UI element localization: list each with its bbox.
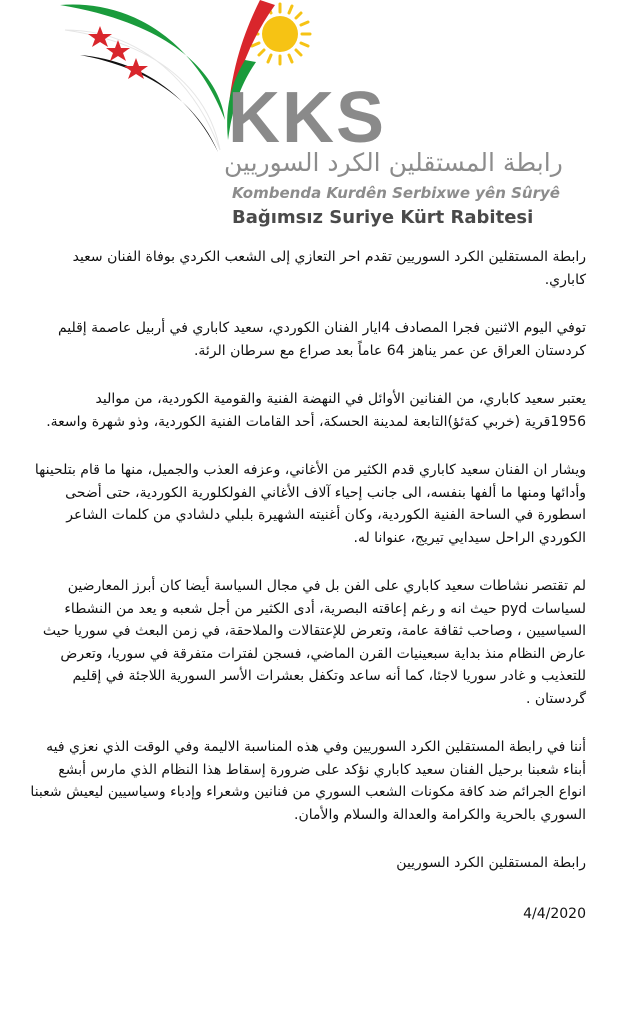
paragraph-statement: أننا في رابطة المستقلين الكرد السوريين وفي هذه المناسبة الاليمة وفي الوقت الذي نعزي فيه أبناء شعبنا برحيل الفنان سعيد كاباري نؤكد على ضرورة إسقاط هذا النظام الذي مارس أبشع انواع الجرائم ضد كافة مكونات الشعب السوري من فنانين وشعراء وإدباء وسياسيين ليعيش شعبنا السوري بالحرية والكرامة والعدالة والسلام والأمان. (30, 739, 586, 823)
paragraph-death-notice: توفي اليوم الاثنين فجرا المصادف 4ايار الفنان الكوردي، سعيد كاباري في أربيل عاصمة إقليم كردستان العراق عن عمر يناهز 64 عاماً بعد صراع مع سرطان الرئة. (57, 320, 586, 359)
letter-date: 4/4/2020 (523, 905, 586, 922)
logo-abbreviation: KKS (228, 78, 387, 158)
paragraph-political-activity: لم تقتصر نشاطات سعيد كاباري على الفن بل في مجال السياسة أيضا كان أبرز المعارضين لسياسات pyd حيث انه و رغم إعاقته البصرية، أدى الكثير من أجل شعبه و يعد من النشطاء السياسيين ، وصاحب ثقافة عامة، وتعرض للإعتقالات والملاحقة، في زمن البعث في سوريا حيث عارض النظام منذ بداية سبعينيات القرن الماضي، فسجن لفترات متفرقة في سوريا، وتعرض للتعذيب و غادر سوريا لاجئا، كما أنه ساعد وتكفل بعشرات الأسر السورية اللاجئة في إقليم گردستان . (42, 578, 586, 707)
letter-body (30, 246, 586, 951)
paragraph-art-career: ويشار ان الفنان سعيد كاباري قدم الكثير من الأغاني، وعزفه العذب والجميل، منها ما قام بتلحينها وأدائها ومنها ما ألفها بنفسه، الى جانب إحياء آلاف الأغاني الفولكلورية الكوردية، حتى أضحى اسطورة في الساحة الفنية الكوردية، وكان أغنيته الشهيرة بلبلي دلشادي من كلمات الشاعر الكوردي الراحل سيدايي تيريج، عنوانا له. (34, 462, 586, 546)
organization-name-arabic: رابطة المستقلين الكرد السوريين (224, 148, 563, 177)
paragraph-biography: يعتبر سعيد كاباري، من الفنانين الأوائل في النهضة الفنية والقومية الكوردية، من مواليد 1956قرية (خربي كةئؤ)التابعة لمدينة الحسكة، أحد القامات الفنية الكوردية، وذو شهرة واسعة. (46, 391, 586, 430)
signature: رابطة المستقلين الكرد السوريين (396, 855, 586, 871)
paragraph-condolence: رابطة المستقلين الكرد السوريين تقدم احر التعازي إلى الشعب الكردي بوفاة الفنان سعيد كاباري. (72, 249, 586, 288)
organization-name-kurdish: Kombenda Kurdên Serbixwe yên Sûryê (232, 184, 560, 202)
organization-name-turkish: Bağımsız Suriye Kürt Rabitesi (232, 207, 534, 228)
letterhead (0, 0, 619, 245)
